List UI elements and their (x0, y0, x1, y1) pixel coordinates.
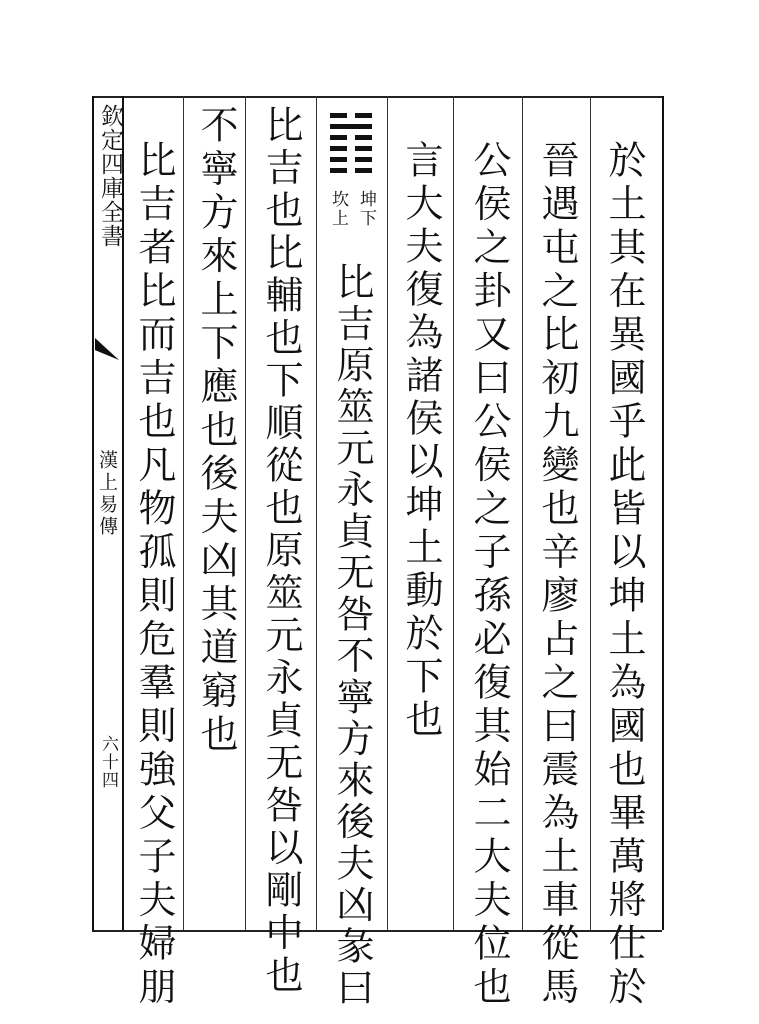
page-number: 六十四 (98, 735, 118, 789)
text-column-4: 言大夫復為諸侯以坤土動於下也 (399, 140, 443, 742)
upper-trigram-label: 坎上 (328, 190, 348, 228)
collection-title: 欽定四庫全書 (97, 104, 123, 248)
hexagram-line (330, 146, 372, 151)
column-rule (590, 96, 591, 930)
text-column-7: 不寧方來上下應也後夫凶其道窮也 (194, 105, 238, 758)
column-rule (316, 96, 317, 930)
text-column-8: 比吉者比而吉也凡物孤則危羣則強父子夫婦朋 (132, 140, 176, 1010)
hexagram-line (330, 113, 372, 118)
book-title: 漢上易傳 (96, 450, 118, 538)
hexagram-line (330, 135, 372, 140)
hexagram-line (330, 168, 372, 173)
text-column-3: 公侯之卦又曰公侯之子孫必復其始二大夫位也 (467, 140, 511, 1010)
column-rule (245, 96, 246, 930)
text-column-1: 於土其在異國乎此皆以坤土為國也畢萬將仕於 (602, 140, 646, 1010)
column-rule (522, 96, 523, 930)
hexagram-bi-symbol (330, 113, 372, 179)
hexagram-line (330, 124, 372, 129)
lower-trigram-label: 坤下 (356, 190, 376, 228)
text-column-5: 比吉原筮元永貞无咎不寧方來後夫凶彖曰 (330, 262, 374, 1009)
text-column-6: 比吉也比輔也下順從也原筮元永貞无咎以剛中也 (259, 105, 303, 998)
column-rule (453, 96, 454, 930)
column-rule (183, 96, 184, 930)
column-rule (387, 96, 388, 930)
text-column-2: 晉遇屯之比初九變也辛廖占之曰震為土車從馬 (535, 140, 579, 1010)
outer-right-rule (662, 96, 664, 930)
hexagram-line (330, 157, 372, 162)
